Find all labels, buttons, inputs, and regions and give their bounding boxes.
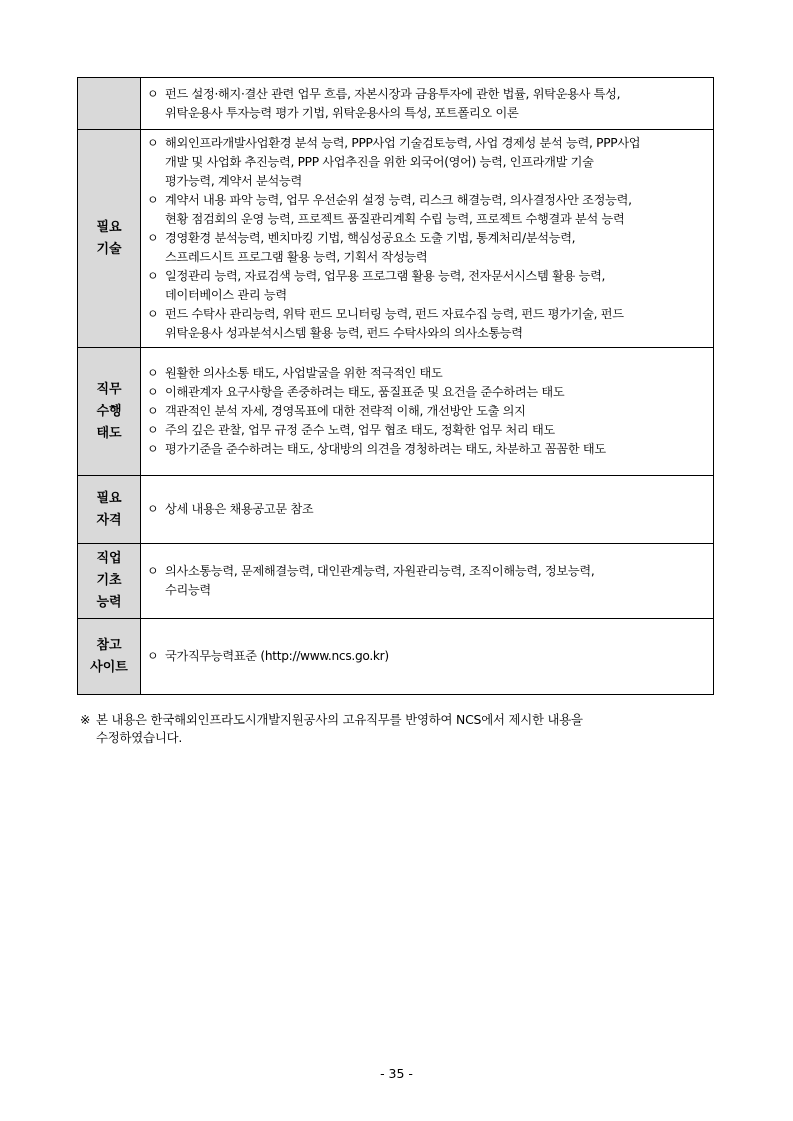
row-knowledge-continued: [78, 78, 714, 130]
bullet-icon: ㅇ: [147, 385, 159, 399]
row-content: [141, 78, 714, 130]
row-label: 필요 기술: [78, 130, 141, 348]
bullet-icon: ㅇ: [147, 442, 159, 456]
bullet-icon: ㅇ: [147, 231, 159, 245]
list-item: ㅇ 해외인프라개발사업환경 분석 능력, PPP사업 기술검토능력, 사업 경제성 분석 능력, PPP사업 개발 및 사업화 추진능력, PPP 사업추진을 위한 외국어(영어) 능력, 인프라개발 기술 평가능력, 계약서 분석능력: [147, 136, 641, 188]
bullet-icon: ㅇ: [147, 193, 159, 207]
list-item: ㅇ 원활한 의사소통 태도, 사업발굴을 위한 적극적인 태도: [147, 364, 703, 383]
bullet-icon: ㅇ: [147, 564, 159, 578]
bullet-icon: ㅇ: [147, 502, 159, 516]
bullet-icon: ㅇ: [147, 366, 159, 380]
row-label: 직업 기초 능력: [78, 544, 141, 619]
page-number: - 35 -: [380, 1066, 413, 1081]
row-label: 참고 사이트: [78, 619, 141, 695]
list-item: ㅇ 일정관리 능력, 자료검색 능력, 업무용 프로그램 활용 능력, 전자문서시스템 활용 능력, 데이터베이스 관리 능력: [147, 269, 606, 302]
bullet-icon: ㅇ: [147, 269, 159, 283]
bullet-icon: ㅇ: [147, 86, 159, 101]
list-item: ㅇ 객관적인 분석 자세, 경영목표에 대한 전략적 이해, 개선방안 도출 의지: [147, 402, 703, 421]
row-reference-site: [78, 619, 714, 695]
ncs-job-table: [77, 77, 714, 695]
bullet-icon: ㅇ: [147, 423, 159, 437]
bullet-icon: ㅇ: [147, 404, 159, 418]
row-label: [78, 78, 141, 130]
row-content: [141, 619, 714, 695]
row-job-attitude: [78, 348, 714, 476]
row-content: [141, 130, 714, 348]
row-basic-competency: [78, 544, 714, 619]
bullet-icon: ㅇ: [147, 307, 159, 321]
row-required-skills: [78, 130, 714, 348]
row-content: [141, 348, 714, 476]
row-content: [141, 476, 714, 544]
bullet-icon: ㅇ: [147, 136, 159, 150]
list-item: ㅇ 평가기준을 준수하려는 태도, 상대방의 의견을 경청하려는 태도, 차분하고 꼼꼼한 태도: [147, 440, 703, 459]
bullet-icon: ㅇ: [147, 649, 159, 663]
list-item: ㅇ 이해관계자 요구사항을 존중하려는 태도, 품질표준 및 요건을 준수하려는 태도: [147, 383, 703, 402]
list-item: ㅇ 주의 깊은 관찰, 업무 규정 준수 노력, 업무 협조 태도, 정확한 업무 처리 태도: [147, 421, 703, 440]
list-item: ㅇ 계약서 내용 파악 능력, 업무 우선순위 설정 능력, 리스크 해결능력, 의사결정사안 조정능력, 현황 점검회의 운영 능력, 프로젝트 품질관리계획 수립 능력, 프로젝트 수행결과 분석 능력: [147, 193, 632, 226]
list-item: ㅇ 펀드 설정·해지·결산 관련 업무 흐름, 자본시장과 금융투자에 관한 법률, 위탁운용사 특성, 위탁운용사 투자능력 평가 기법, 위탁운용사의 특성, 포트폴리오 이론: [147, 86, 621, 120]
row-required-qualification: [78, 476, 714, 544]
list-item: ㅇ 펀드 수탁사 관리능력, 위탁 펀드 모니터링 능력, 펀드 자료수집 능력, 펀드 평가기술, 펀드 위탁운용사 성과분석시스템 활용 능력, 펀드 수탁사와의 의사소통능력: [147, 307, 624, 340]
row-label: 직무 수행 태도: [78, 348, 141, 476]
list-item: ㅇ 의사소통능력, 문제해결능력, 대인관계능력, 자원관리능력, 조직이해능력, 정보능력, 수리능력: [147, 564, 595, 597]
ncs-link-text: 국가직무능력표준 (http://www.ncs.go.kr): [165, 649, 389, 663]
footnote: ※ 본 내용은 한국해외인프라도시개발지원공사의 고유직무를 반영하여 NCS에서 제시한 내용을 수정하였습니다.: [80, 712, 583, 745]
row-content: [141, 544, 714, 619]
reference-mark-icon: ※: [80, 712, 91, 727]
list-item: [147, 647, 703, 666]
list-item: ㅇ 상세 내용은 채용공고문 참조: [147, 500, 703, 519]
row-label: 필요 자격: [78, 476, 141, 544]
list-item: ㅇ 경영환경 분석능력, 벤치마킹 기법, 핵심성공요소 도출 기법, 통계처리/분석능력, 스프레드시트 프로그램 활용 능력, 기획서 작성능력: [147, 231, 576, 264]
